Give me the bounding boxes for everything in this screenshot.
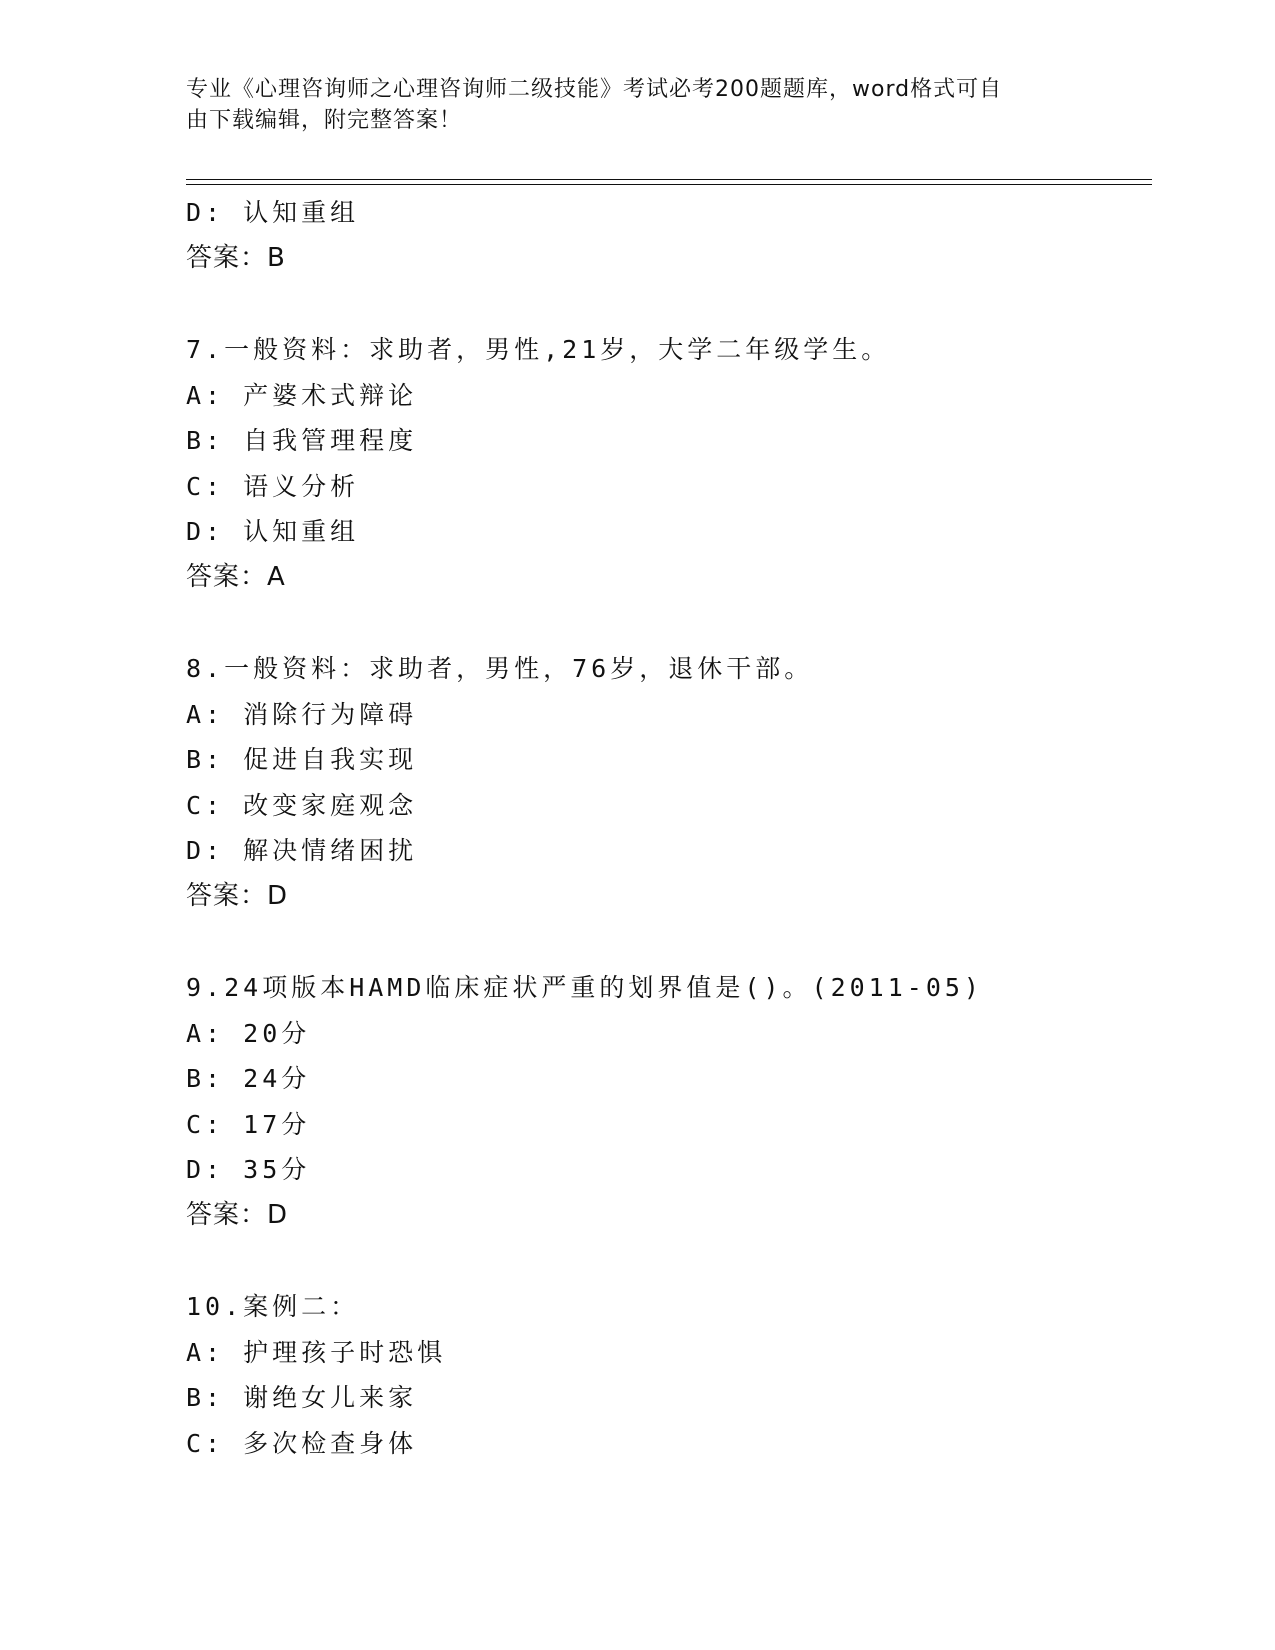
question-text: 9.24项版本HAMD临床症状严重的划界值是()。(2011-05) [186, 973, 983, 1002]
option-d: D: 解决情绪困扰 [186, 836, 418, 865]
answer-line: 答案：B [186, 242, 286, 273]
option-b: B: 谢绝女儿来家 [186, 1383, 418, 1412]
option-b: B: 促进自我实现 [186, 745, 418, 774]
option-b: B: 24分 [186, 1064, 311, 1093]
question-text: 10.案例二： [186, 1292, 360, 1321]
document-header [186, 74, 1066, 136]
spacer [186, 281, 1146, 327]
spacer [186, 919, 1146, 965]
question-block-7 [186, 327, 1146, 600]
question-text: 7.一般资料：求助者，男性,21岁，大学二年级学生。 [186, 335, 891, 364]
question-block-8 [186, 646, 1146, 919]
question-block-prev [186, 190, 1146, 281]
answer-line: 答案：D [186, 1199, 289, 1230]
question-block-10 [186, 1284, 1146, 1466]
option-a: A: 产婆术式辩论 [186, 380, 418, 410]
header-line-1: 专业《心理咨询师之心理咨询师二级技能》考试必考200题题库，word格式可自 [186, 77, 1003, 102]
question-block-9 [186, 965, 1146, 1238]
answer-line: 答案：A [186, 561, 286, 592]
header-divider-bottom [186, 184, 1152, 185]
header-line-2: 由下载编辑，附完整答案！ [186, 108, 463, 133]
option-a: A: 消除行为障碍 [186, 699, 418, 729]
option-d: D: 认知重组 [186, 198, 360, 227]
answer-line: 答案：D [186, 880, 289, 911]
option-a: A: 护理孩子时恐惧 [186, 1337, 447, 1367]
spacer [186, 1238, 1146, 1284]
option-d: D: 认知重组 [186, 517, 360, 546]
header-divider-top [186, 179, 1152, 180]
spacer [186, 600, 1146, 646]
option-c: C: 17分 [186, 1109, 311, 1139]
option-d: D: 35分 [186, 1155, 311, 1184]
option-c: C: 多次检查身体 [186, 1428, 418, 1458]
option-a: A: 20分 [186, 1018, 311, 1048]
option-c: C: 语义分析 [186, 471, 360, 501]
document-body [186, 190, 1146, 1466]
question-text: 8.一般资料：求助者，男性，76岁，退休干部。 [186, 654, 814, 683]
option-c: C: 改变家庭观念 [186, 790, 418, 820]
option-b: B: 自我管理程度 [186, 426, 418, 455]
